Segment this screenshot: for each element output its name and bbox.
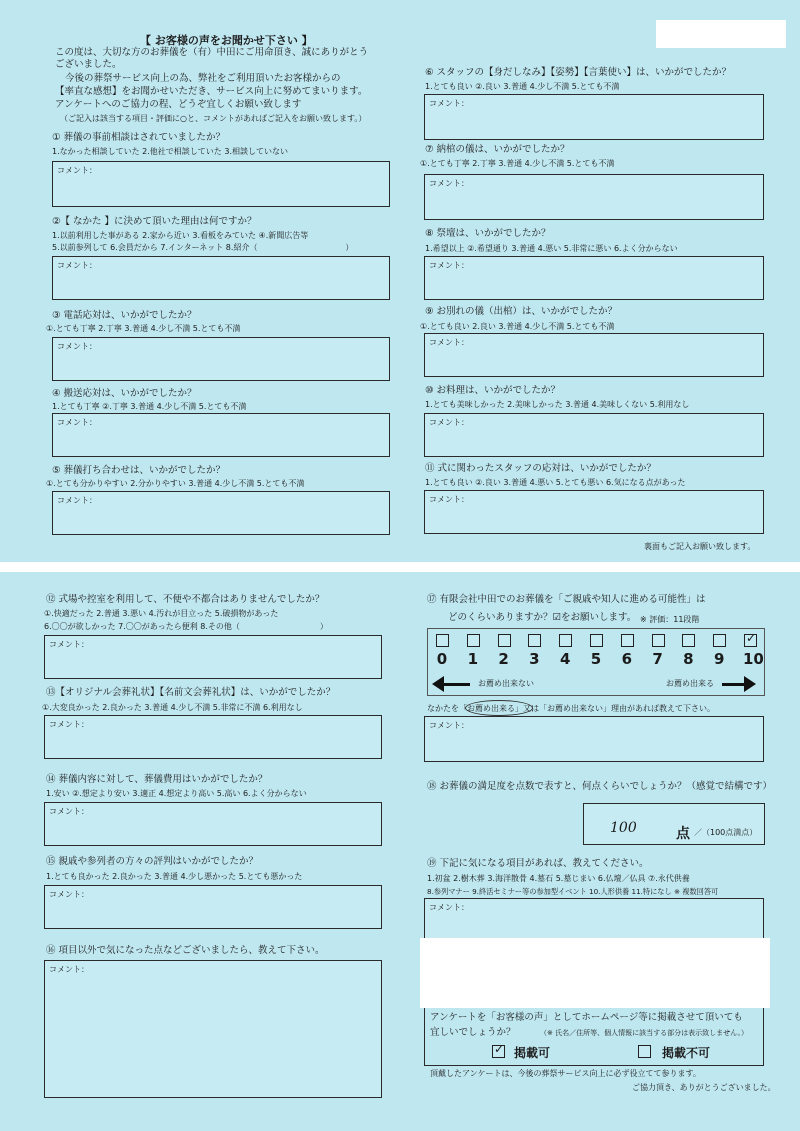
scale-number: 1	[467, 650, 479, 668]
question-12: ⑫ 式場や控室を利用して、不便や不都合はありませんでしたか？	[46, 594, 325, 605]
question-options: 1.とても良い ②.良い 3.普通 4.少し不満 5.とても不満	[425, 82, 620, 91]
publish-yes-label: 掲載可	[514, 1046, 551, 1060]
comment-box[interactable]	[44, 635, 382, 679]
question-options: 6.〇〇が欲しかった 7.〇〇があったら便利 8.その他（ ）	[44, 622, 328, 631]
comment-label: コメント：	[57, 418, 97, 427]
comment-label: コメント：	[57, 342, 97, 351]
scale-number: 3	[529, 650, 540, 668]
redaction-box	[656, 20, 786, 48]
scale-checkbox-5[interactable]	[590, 634, 603, 647]
comment-label: コメント：	[429, 903, 469, 912]
question-options: 1.初盆 2.樹木葬 3.海洋散骨 4.墓石 5.墓じまい 6.仏壇／仏具 ⑦.永代供養	[427, 874, 690, 883]
score-answer: 100	[610, 820, 637, 836]
question-options: 8.参列マナー 9.終活セミナー等の参加型イベント 10.人形供養 11.特になし ※ 複数回答可	[427, 887, 719, 896]
comment-label: コメント：	[49, 720, 89, 729]
comment-box[interactable]	[424, 413, 764, 457]
question-options: 1.とても丁寧 ②.丁寧 3.普通 4.少し不満 5.とても不満	[52, 402, 247, 411]
comment-label: コメント：	[429, 338, 469, 347]
scale-number: 9	[713, 650, 725, 668]
comment-label: コメント：	[49, 965, 89, 974]
comment-box[interactable]	[424, 898, 764, 942]
check-mark-icon: ✓	[746, 631, 757, 645]
scale-number: 10	[743, 650, 764, 668]
question-8: ⑧ 祭壇は、いかがでしたか？	[425, 228, 551, 239]
intro-line: アンケートへのご協力の程、どうぞ宜しくお願い致します	[55, 99, 302, 110]
question-6: ⑥ スタッフの【身だしなみ】【姿勢】【言葉使い】は、いかがでしたか？	[425, 67, 732, 78]
comment-label: コメント：	[429, 179, 469, 188]
comment-label: コメント：	[49, 807, 89, 816]
scale-checkbox-0[interactable]	[436, 634, 449, 647]
scale-checkbox-4[interactable]	[559, 634, 572, 647]
scale-left-label: お薦め出来ない	[478, 679, 534, 688]
question-options: ①.とても丁寧 2.丁寧 3.普通 4.少し不満 5.とても不満	[420, 159, 615, 168]
question-options: ①.快適だった 2.普通 3.悪い 4.汚れが目立った 5.破損物があった	[44, 609, 279, 618]
scale-number: 0	[436, 650, 448, 668]
intro-line: ございました。	[55, 59, 122, 70]
scale-checkbox-7[interactable]	[652, 634, 665, 647]
page-footer: 裏面もご記入お願い致します。	[644, 542, 756, 551]
comment-label: コメント：	[49, 890, 89, 899]
comment-box[interactable]	[424, 490, 764, 534]
scale-note: ※ 評価：11段階	[640, 615, 700, 624]
comment-box[interactable]	[44, 715, 382, 759]
question-17-instruction: どのくらいありますか？☑をお願いします。	[448, 612, 637, 623]
scale-checkbox-10[interactable]	[744, 631, 757, 647]
comment-label: コメント：	[57, 166, 97, 175]
intro-line: 【率直な感想】をお聞かせいただき、サービス向上に努めてまいります。	[55, 86, 368, 97]
question-10: ⑩ お料理は、いかがでしたか？	[425, 385, 561, 396]
question-14: ⑭ 葬儀内容に対して、葬儀費用はいかがでしたか？	[46, 774, 268, 785]
scale-checkbox-6[interactable]	[621, 634, 634, 647]
scale-checkbox-8[interactable]	[682, 634, 695, 647]
question-1: ① 葬儀の事前相談はされていましたか？	[52, 132, 226, 143]
publish-note: （※ 氏名／住所等、個人情報に該当する部分は表示致しません。）	[540, 1029, 749, 1037]
scale-right-label: お薦め出来る	[666, 679, 714, 688]
comment-box[interactable]	[52, 256, 390, 300]
question-options: 1.希望以上 ②.希望通り 3.普通 4.悪い 5.非常に悪い 6.よく分からない	[425, 244, 678, 253]
score-unit: 点	[676, 826, 690, 842]
question-options: ①.大変良かった 2.良かった 3.普通 4.少し不満 5.非常に不満 6.利用なし	[42, 703, 303, 712]
scale-checkbox-9[interactable]	[713, 634, 726, 647]
comment-label: コメント：	[429, 418, 469, 427]
comment-label: コメント：	[429, 721, 469, 730]
survey-title: 【 お客様の声をお聞かせ下さい 】	[140, 34, 313, 47]
scale-number: 6	[621, 650, 633, 668]
comment-label: コメント：	[57, 261, 97, 270]
question-options: 1.なかった相談していた 2.他社で相談していた 3.相談していない	[52, 147, 288, 156]
redaction-box	[420, 938, 770, 1008]
question-options: 1.とても良かった 2.良かった 3.普通 4.少し悪かった 5.とても悪かった	[46, 872, 303, 881]
comment-box[interactable]	[424, 174, 764, 220]
question-13: ⑬【オリジナル会葬礼状】【名前文会葬礼状】は、いかがでしたか？	[46, 687, 336, 698]
question-18: ⑱ お葬儀の満足度を点数で表すと、何点くらいでしょうか？（感覚で結構です）	[427, 781, 773, 792]
comment-box[interactable]	[44, 885, 382, 929]
score-max: ／（100点満点）	[694, 828, 758, 837]
scale-number: 5	[590, 650, 602, 668]
scale-checkbox-1[interactable]	[467, 634, 480, 647]
publish-no-label: 掲載不可	[662, 1046, 711, 1060]
intro-line: この度は、大切な方のお葬儀を（有）中田にご用命頂き、誠にありがとう	[55, 47, 369, 58]
intro-line: 今後の葬祭サービス向上の為、弊社をご利用頂いたお客様からの	[65, 73, 341, 84]
comment-label: コメント：	[429, 261, 469, 270]
comment-label: コメント：	[49, 640, 89, 649]
instruction-note: （ご記入は該当する項目・評価に○と、コメントがあればご記入をお願い致します。）	[60, 114, 367, 123]
comment-box[interactable]	[424, 256, 764, 300]
question-options: 1.とても美味しかった 2.美味しかった 3.普通 4.美味しくない 5.利用なし	[425, 400, 690, 409]
scale-number: 2	[498, 650, 509, 668]
publish-yes-checkbox[interactable]	[492, 1042, 505, 1058]
comment-box[interactable]	[52, 491, 390, 535]
question-3: ③ 電話応対は、いかがでしたか？	[52, 310, 197, 321]
scale-number: 7	[652, 650, 663, 668]
reason-prompt: なかたを「お薦め出来る」又は「お薦め出来ない」理由があれば教えて下さい。	[427, 704, 715, 713]
question-options: 1.とても良い ②.良い 3.普通 4.悪い 5.とても悪い 6.気になる点があった	[425, 478, 686, 487]
check-mark-icon: ✓	[494, 1042, 505, 1056]
comment-box[interactable]	[52, 413, 390, 457]
comment-label: コメント：	[57, 496, 97, 505]
question-15: ⑮ 親戚や参列者の方々の評判はいかがでしたか？	[46, 856, 259, 867]
question-4: ④ 搬送応対は、いかがでしたか？	[52, 388, 197, 399]
comment-box[interactable]	[44, 960, 382, 1098]
scale-number: 8	[683, 650, 694, 668]
comment-box[interactable]	[424, 716, 764, 762]
question-7: ⑦ 納棺の儀は、いかがでしたか？	[425, 144, 570, 155]
question-5: ⑤ 葬儀打ち合わせは、いかがでしたか？	[52, 465, 226, 476]
scale-number: 4	[559, 650, 571, 668]
question-16: ⑯ 項目以外で気になった点などございましたら、教えて下さい。	[46, 945, 325, 956]
footer-thanks: ご協力頂き、ありがとうございました。	[632, 1083, 776, 1092]
question-options: ①.とても良い 2.良い 3.普通 4.少し不満 5.とても不満	[420, 322, 615, 331]
footer-thanks: 頂戴したアンケートは、今後の葬祭サービス向上に必ず役立てて参ります。	[430, 1069, 701, 1078]
scale-checkbox-2[interactable]	[498, 634, 511, 647]
survey-page-front	[0, 0, 800, 562]
comment-box[interactable]	[424, 333, 764, 377]
scale-checkbox-3[interactable]	[528, 634, 541, 647]
question-options: 5.以前参列して 6.会員だから 7.インターネット 8.紹介（ ）	[52, 243, 354, 252]
answer-circle	[465, 700, 533, 716]
question-options: ①.とても丁寧 2.丁寧 3.普通 4.少し不満 5.とても不満	[46, 324, 241, 333]
question-9: ⑨ お別れの儀（出棺）は、いかがでしたか？	[425, 306, 618, 317]
comment-label: コメント：	[429, 495, 469, 504]
publish-question: アンケートを「お客様の声」としてホームページ等に掲載させて頂いても	[430, 1012, 743, 1023]
question-11: ⑪ 式に関わったスタッフの応対は、いかがでしたか？	[425, 463, 656, 474]
comment-box[interactable]	[52, 337, 390, 381]
comment-box[interactable]	[44, 802, 382, 846]
question-2: ②【 なかた 】に決めて頂いた理由は何ですか？	[52, 216, 257, 227]
question-options: 1.以前利用した事がある 2.家から近い 3.看板をみていた ④.新聞広告等	[52, 231, 309, 240]
publish-no-checkbox[interactable]	[638, 1045, 651, 1058]
publish-question: 宜しいでしょうか？	[430, 1027, 516, 1038]
score-box[interactable]	[583, 803, 765, 845]
comment-box[interactable]	[424, 94, 764, 140]
question-19: ⑲ 下記に気になる項目があれば、教えてください。	[427, 858, 649, 869]
comment-label: コメント：	[429, 99, 469, 108]
comment-box[interactable]	[52, 161, 390, 207]
question-17: ⑰ 有限会社中田でのお葬儀を「ご親戚や知人に進める可能性」は	[427, 594, 706, 605]
survey-page-back	[0, 572, 800, 1131]
question-options: 1.安い ②.想定より安い 3.適正 4.想定より高い 5.高い 6.よく分からない	[46, 789, 307, 798]
question-options: ①.とても分かりやすい 2.分かりやすい 3.普通 4.少し不満 5.とても不満	[46, 479, 305, 488]
